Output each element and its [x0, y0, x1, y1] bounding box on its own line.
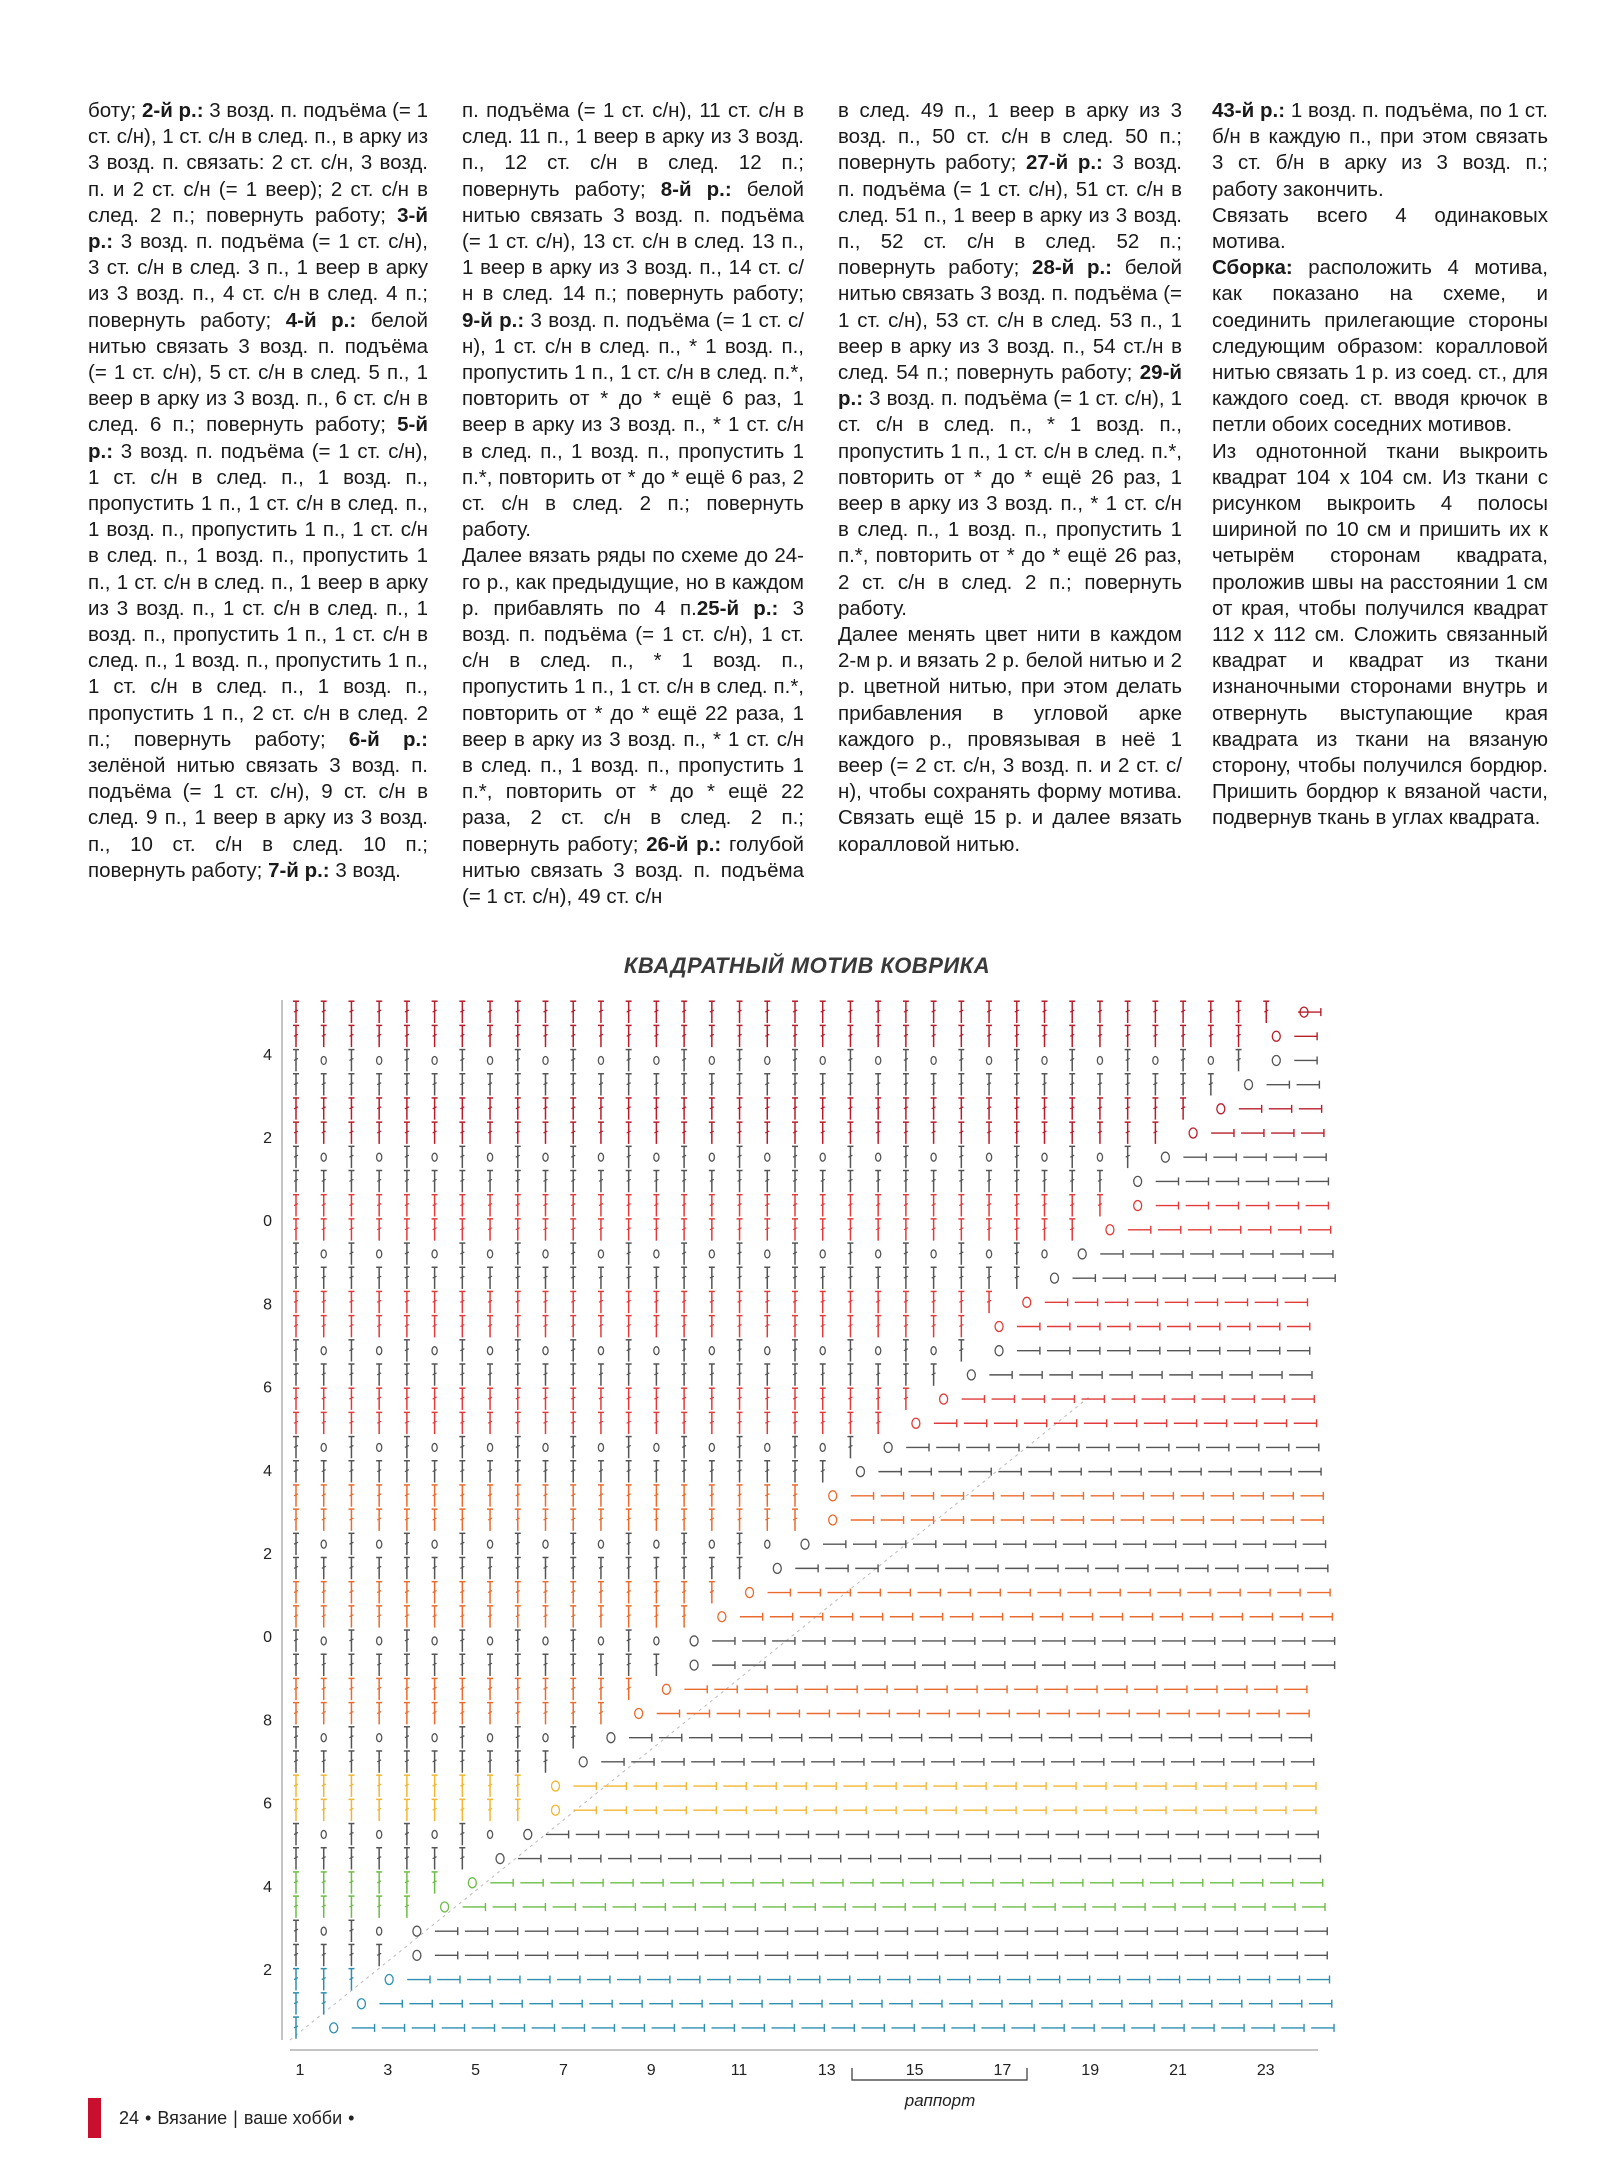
y-tick-label: 2 — [263, 1130, 272, 1147]
corner-chain — [1078, 1249, 1086, 1259]
corner-chain — [1161, 1152, 1169, 1162]
y-tick-label: 4 — [263, 1046, 272, 1064]
chain-stitch — [1097, 1153, 1102, 1161]
x-tick-label: 13 — [817, 2062, 836, 2079]
text-run: 1 возд. п. подъёма, по 1 ст. б/н в каждую п., при этом связать 3 ст. б/н в арку из 3 возд. п.; работу закончить. — [1212, 99, 1548, 201]
footer-bullet: • — [145, 2107, 152, 2128]
chain-stitch — [931, 1153, 936, 1161]
chain-stitch — [654, 1637, 659, 1645]
x-tick-label: 15 — [905, 2062, 924, 2079]
chain-stitch — [377, 1637, 382, 1645]
chain-stitch — [487, 1443, 492, 1451]
chain-stitch — [432, 1250, 437, 1258]
text-run: 3 возд. — [329, 858, 401, 882]
x-tick-label: 23 — [1256, 2062, 1275, 2079]
chain-stitch — [1153, 1056, 1158, 1064]
chain-stitch — [654, 1056, 659, 1064]
x-tick-label: 3 — [383, 2062, 393, 2079]
corner-chain — [746, 1588, 754, 1598]
chain-stitch — [1042, 1250, 1047, 1258]
row-label: 29-й р.: — [838, 361, 1182, 411]
chain-stitch — [432, 1443, 437, 1451]
row-label: 25-й р.: — [696, 596, 779, 620]
corner-chain — [856, 1467, 864, 1477]
chain-stitch — [321, 1443, 326, 1451]
y-tick-label: 6 — [263, 1795, 272, 1813]
x-tick-label: 17 — [993, 2062, 1012, 2079]
corner-chain — [441, 1902, 449, 1912]
chain-stitch — [487, 1347, 492, 1355]
chain-stitch — [931, 1347, 936, 1355]
corner-chain — [552, 1805, 560, 1815]
chart-title: КВАДРАТНЫЙ МОТИВ КОВРИКА — [623, 953, 991, 978]
corner-chain — [801, 1539, 809, 1549]
row-label: 4-й р.: — [285, 308, 357, 332]
corner-chain — [496, 1854, 504, 1864]
chain-stitch — [598, 1443, 603, 1451]
chain-stitch — [765, 1540, 770, 1548]
x-tick-label: 19 — [1081, 2062, 1100, 2079]
y-tick-label: 8 — [263, 1712, 272, 1730]
chain-stitch — [543, 1250, 548, 1258]
corner-chain — [1245, 1080, 1253, 1090]
chain-stitch — [432, 1347, 437, 1355]
corner-chain — [330, 2023, 338, 2033]
chain-stitch — [377, 1734, 382, 1742]
corner-chain — [690, 1660, 698, 1670]
text-run: Связать всего 4 одинаковых мотива. — [1212, 203, 1548, 254]
chain-stitch — [709, 1347, 714, 1355]
chain-stitch — [654, 1443, 659, 1451]
chain-stitch — [986, 1056, 991, 1064]
y-tick-label: 2 — [263, 1962, 272, 1979]
corner-diagonal — [290, 1395, 1092, 2040]
text-run: белой нитью связать 3 возд. п. подъёма (= 1 ст. с/н), 5 ст. с/н в след. 5 п., 1 веер в арку из 3 возд. п., 6 ст. с/н в след. 6 п.; повернуть работу; — [88, 308, 428, 437]
text-run: 3 возд. п. подъёма (= 1 ст. с/н), 1 ст. с/н в след. п., в арку из 3 возд. п. связать: 2 ст. с/н, 3 возд. п. и 2 ст. с/н (= 1 веер); 2 ст. с/н в след. 2 п.; повернуть работу; — [88, 99, 428, 227]
row-label: 3-й р.: — [88, 203, 428, 254]
row-label: 5-й р.: — [88, 413, 428, 463]
corner-chain — [829, 1515, 837, 1525]
x-tick-label: 11 — [730, 2062, 748, 2079]
chain-stitch — [654, 1153, 659, 1161]
y-tick-label: 6 — [263, 1379, 272, 1397]
row-label: 9-й р.: — [462, 308, 525, 332]
chain-stitch — [377, 1250, 382, 1258]
corner-chain — [940, 1394, 948, 1404]
chain-stitch — [765, 1056, 770, 1064]
corner-chain — [635, 1708, 643, 1718]
chain-stitch — [321, 1637, 326, 1645]
footer-red-bar — [88, 2098, 101, 2138]
y-tick-label: 0 — [263, 1629, 272, 1647]
chain-stitch — [765, 1250, 770, 1258]
y-tick-label: 0 — [263, 1213, 272, 1231]
chain-stitch — [543, 1153, 548, 1161]
chain-stitch — [432, 1637, 437, 1645]
chain-stitch — [765, 1153, 770, 1161]
corner-chain — [1023, 1297, 1031, 1307]
x-tick-label: 9 — [646, 2062, 656, 2079]
chain-stitch — [598, 1153, 603, 1161]
row-label: 28-й р.: — [1032, 256, 1113, 280]
chain-stitch — [709, 1153, 714, 1161]
footer-bullet: • — [348, 2107, 355, 2128]
chain-stitch — [986, 1250, 991, 1258]
chain-stitch — [709, 1056, 714, 1064]
y-tick-label: 2 — [263, 1546, 272, 1563]
text-run: 3 возд. п. подъёма (= 1 ст. с/н), 1 ст. с/н в след. п., 1 возд. п., пропустить 1 п., 1 ст. с/н в след. п., 1 возд. п., пропустить 1 п., 1 ст. с/н в след. п., 1 возд. п., пропустить 1 п., 1 ст. с/н в след. п., 1 веер в арку из 3 возд. п., 1 ст. с/н в след. п., 1 возд. п., пропустить 1 п., 1 ст. с/н в след. п., 1 возд. п., пропустить 1 п., 1 ст. с/н в след. п., 1 возд. п., пропустить 1 п., 2 ст. с/н в след. 2 п.; повернуть работу; — [88, 439, 428, 751]
chain-stitch — [543, 1734, 548, 1742]
chain-stitch — [820, 1056, 825, 1064]
chain-stitch — [321, 1347, 326, 1355]
chain-stitch — [931, 1250, 936, 1258]
corner-chain — [468, 1878, 476, 1888]
y-tick-label: 4 — [263, 1462, 272, 1480]
chain-stitch — [709, 1250, 714, 1258]
text-run: зелёной нитью связать 3 возд. п. подъёма (= 1 ст. с/н), 9 ст. с/н в след. 9 п., 1 веер в арку из 3 возд. п., 10 ст. с/н в след. 10 п.; повернуть работу; — [88, 754, 428, 882]
corner-chain — [413, 1926, 421, 1936]
chain-stitch — [543, 1637, 548, 1645]
chain-stitch — [820, 1347, 825, 1355]
chain-stitch — [487, 1540, 492, 1548]
row-label: 27-й р.: — [1025, 151, 1103, 175]
corner-chain — [579, 1757, 587, 1767]
chain-stitch — [377, 1153, 382, 1161]
chain-stitch — [765, 1347, 770, 1355]
chain-stitch — [377, 1927, 382, 1935]
x-tick-label: 5 — [471, 2062, 481, 2079]
chain-stitch — [321, 1056, 326, 1064]
chain-stitch — [820, 1443, 825, 1451]
text-run: п. подъёма (= 1 ст. с/н), 11 ст. с/н в след. 11 п., 1 веер в арку из 3 возд. п., 12 ст. с/н в след. 12 п.; повернуть работу; — [462, 99, 804, 201]
bold-label: Сборка: — [1212, 256, 1293, 280]
text-run: Из однотонной ткани выкроить квадрат 104 х 104 см. Из ткани с рисунком выкроить 4 полосы шириной по 10 см и пришить их к четырём сторонам квадрата, проложив швы на расстоянии 1 см от края, чтобы получился квадрат 112 х 112 см. Сложить связанный квадрат и квадрат из ткани изнаночными сторонами внутрь и отвернуть выступающие края квадрата из ткани на вязаную сторону, чтобы получился бордюр. Пришить бордюр к вязаной части, подвернув ткань в углах квадрата. — [1212, 439, 1548, 830]
chain-stitch — [931, 1056, 936, 1064]
y-tick-label: 4 — [263, 1878, 272, 1896]
chain-stitch — [432, 1734, 437, 1742]
corner-chain — [385, 1975, 393, 1985]
text-run: 3 возд. п. подъёма (= 1 ст. с/н), 1 ст. с/н в след. п., * 1 возд. п., пропустить 1 п., 1 ст. с/н в след. п.*, повторить от * до * ещё 6 раз, 1 веер в арку из 3 возд. п., * 1 ст. с/н в след. п., 1 возд. п., пропустить 1 п.*, повторить от * до * ещё 6 раз, 2 ст. с/н в след. 2 п.; повернуть работу. — [462, 308, 804, 542]
chain-stitch — [543, 1540, 548, 1548]
corner-chain — [357, 1999, 365, 2009]
corner-chain — [995, 1346, 1003, 1356]
corner-chain — [1134, 1176, 1142, 1186]
chain-stitch — [876, 1347, 881, 1355]
magazine-subtitle: ваше хобби — [243, 2107, 343, 2128]
text-run: расположить 4 мотива, как показано на схеме, и соединить прилегающие стороны следующим образом: коралловой нитью связать 1 р. из соед. ст., для каждого соед. ст. вводя крючок в петли обоих соседних мотивов. — [1212, 256, 1548, 437]
text-run: в след. 49 п., 1 веер в арку из 3 возд. п., 50 ст. с/н в след. 50 п.; повернуть работу; — [838, 99, 1182, 175]
text-run: Далее вязать ряды по схеме до 24-го р., как предыдущие, но в каждом р. прибавлять по 4 п. — [462, 544, 804, 620]
corner-chain — [1134, 1201, 1142, 1211]
chain-stitch — [1042, 1153, 1047, 1161]
chain-stitch — [487, 1250, 492, 1258]
text-run: белой нитью связать 3 возд. п. подъёма (= 1 ст. с/н), 13 ст. с/н в след. 13 п., 1 веер в арку из 3 возд. п., 14 ст. с/н в след. 14 п.; повернуть работу; — [462, 177, 804, 306]
corner-chain — [884, 1442, 892, 1452]
chain-stitch — [321, 1540, 326, 1548]
chain-stitch — [377, 1347, 382, 1355]
chain-stitch — [487, 1830, 492, 1838]
chain-stitch — [377, 1443, 382, 1451]
chain-stitch — [1097, 1056, 1102, 1064]
row-label: 7-й р.: — [268, 858, 330, 882]
chain-stitch — [377, 1540, 382, 1548]
page-footer — [88, 2098, 360, 2138]
x-tick-label: 1 — [295, 2062, 305, 2079]
chain-stitch — [321, 1250, 326, 1258]
text-run: 3 возд. п. подъёма (= 1 ст. с/н), 3 ст. с/н в след. 3 п., 1 веер в арку из 3 возд. п., 4 ст. с/н в след. 4 п.; повернуть работу; — [88, 230, 428, 332]
text-run: Далее менять цвет нити в каждом 2-м р. и вязать 2 р. белой нитью и 2 р. цветной нитью, при этом делать прибавления в угловой арке каждого р., провязывая в неё 1 веер (= 2 ст. с/н, 3 возд. п. и 2 ст. с/н), чтобы сохранять форму мотива. Связать ещё 15 р. и далее вязать коралловой нитью. — [838, 623, 1182, 856]
footer-divider: | — [233, 2107, 238, 2128]
corner-chain — [967, 1370, 975, 1380]
x-tick-label: 7 — [558, 2062, 568, 2079]
text-run: 3 возд. п. подъёма (= 1 ст. с/н), 51 ст. с/н в след. 51 п., 1 веер в арку из 3 возд. п., 52 ст. с/н в след. 52 п.; повернуть работу; — [838, 151, 1182, 280]
chain-stitch — [598, 1347, 603, 1355]
chain-stitch — [654, 1540, 659, 1548]
chain-stitch — [377, 1056, 382, 1064]
corner-chain — [524, 1829, 532, 1839]
chain-stitch — [654, 1347, 659, 1355]
corner-chain — [1272, 1031, 1280, 1041]
chain-stitch — [1208, 1056, 1213, 1064]
corner-chain — [413, 1950, 421, 1960]
chain-stitch — [876, 1250, 881, 1258]
corner-chain — [829, 1491, 837, 1501]
text-run: белой нитью связать 3 возд. п. подъёма (= 1 ст. с/н), 53 ст. с/н в след. 53 п., 1 веер в арку из 3 возд. п., 54 ст./н в след. 54 п.; повернуть работу; — [838, 256, 1182, 385]
chain-stitch — [654, 1250, 659, 1258]
chain-stitch — [986, 1153, 991, 1161]
corner-chain — [690, 1636, 698, 1646]
corner-chain — [662, 1684, 670, 1694]
chain-stitch — [432, 1153, 437, 1161]
chain-stitch — [543, 1443, 548, 1451]
chain-stitch — [321, 1830, 326, 1838]
text-run: 3 возд. п. подъёма (= 1 ст. с/н), 1 ст. с/н в след. п., * 1 возд. п., пропустить 1 п., 1 ст. с/н в след. п.*, повторить от * до * ещё 26 раз, 1 веер в арку из 3 возд. п., * 1 ст. с/н в след. п., 1 возд. п., пропустить 1 п.*, повторить от * до * ещё 26 раз, 2 ст. с/н в след. 2 п.; повернуть работу. — [838, 387, 1182, 620]
chain-stitch — [820, 1153, 825, 1161]
row-label: 8-й р.: — [660, 177, 732, 201]
row-label: 26-й р.: — [646, 832, 722, 856]
row-label: 43-й р.: — [1212, 99, 1286, 122]
chain-stitch — [432, 1540, 437, 1548]
corner-chain — [912, 1418, 920, 1428]
repeat-label: раппорт — [904, 2091, 976, 2110]
chain-stitch — [543, 1347, 548, 1355]
corner-chain — [552, 1781, 560, 1791]
corner-chain — [718, 1612, 726, 1622]
corner-chain — [1051, 1273, 1059, 1283]
x-tick-label: 21 — [1169, 2062, 1187, 2079]
page-number: 24 — [119, 2107, 140, 2128]
corner-chain — [1106, 1225, 1114, 1235]
chain-stitch — [321, 1153, 326, 1161]
chain-stitch — [321, 1927, 326, 1935]
chain-stitch — [487, 1056, 492, 1064]
text-run: боту; — [88, 99, 142, 122]
corner-chain — [773, 1563, 781, 1573]
chain-stitch — [377, 1830, 382, 1838]
chain-stitch — [487, 1734, 492, 1742]
row-label: 6-й р.: — [348, 727, 428, 751]
chain-stitch — [876, 1153, 881, 1161]
chain-stitch — [598, 1540, 603, 1548]
chain-stitch — [321, 1734, 326, 1742]
corner-chain — [995, 1322, 1003, 1332]
chain-stitch — [487, 1637, 492, 1645]
chain-stitch — [709, 1443, 714, 1451]
chain-stitch — [487, 1153, 492, 1161]
text-run: 3 возд. п. подъёма (= 1 ст. с/н), 1 ст. с/н в след. п., * 1 возд. п., пропустить 1 п., 1 ст. с/н в след. п.*, повторить от * до * ещё 22 раза, 1 веер в арку из 3 возд. п., * 1 ст. с/н в след. п., 1 возд. п., пропустить 1 п.*, повторить от * до * ещё 22 раза, 2 ст. с/н в след. 2 п.; повернуть работу; — [462, 596, 804, 856]
chain-stitch — [820, 1250, 825, 1258]
chain-stitch — [1042, 1056, 1047, 1064]
magazine-name: Вязание — [157, 2107, 228, 2128]
chain-stitch — [432, 1056, 437, 1064]
chain-stitch — [598, 1056, 603, 1064]
y-tick-label: 8 — [263, 1296, 272, 1314]
chain-stitch — [432, 1830, 437, 1838]
chain-stitch — [543, 1056, 548, 1064]
chain-stitch — [765, 1443, 770, 1451]
corner-chain — [1217, 1104, 1225, 1114]
corner-chain — [1189, 1128, 1197, 1138]
chain-stitch — [876, 1056, 881, 1064]
row-label: 2-й р.: — [141, 99, 204, 122]
corner-chain — [607, 1733, 615, 1743]
text-run: голубой нитью связать 3 возд. п. подъёма (= 1 ст. с/н), 49 ст. с/н — [462, 832, 804, 909]
chain-stitch — [598, 1250, 603, 1258]
corner-chain — [1272, 1055, 1280, 1065]
chain-stitch — [709, 1540, 714, 1548]
chain-stitch — [598, 1637, 603, 1645]
